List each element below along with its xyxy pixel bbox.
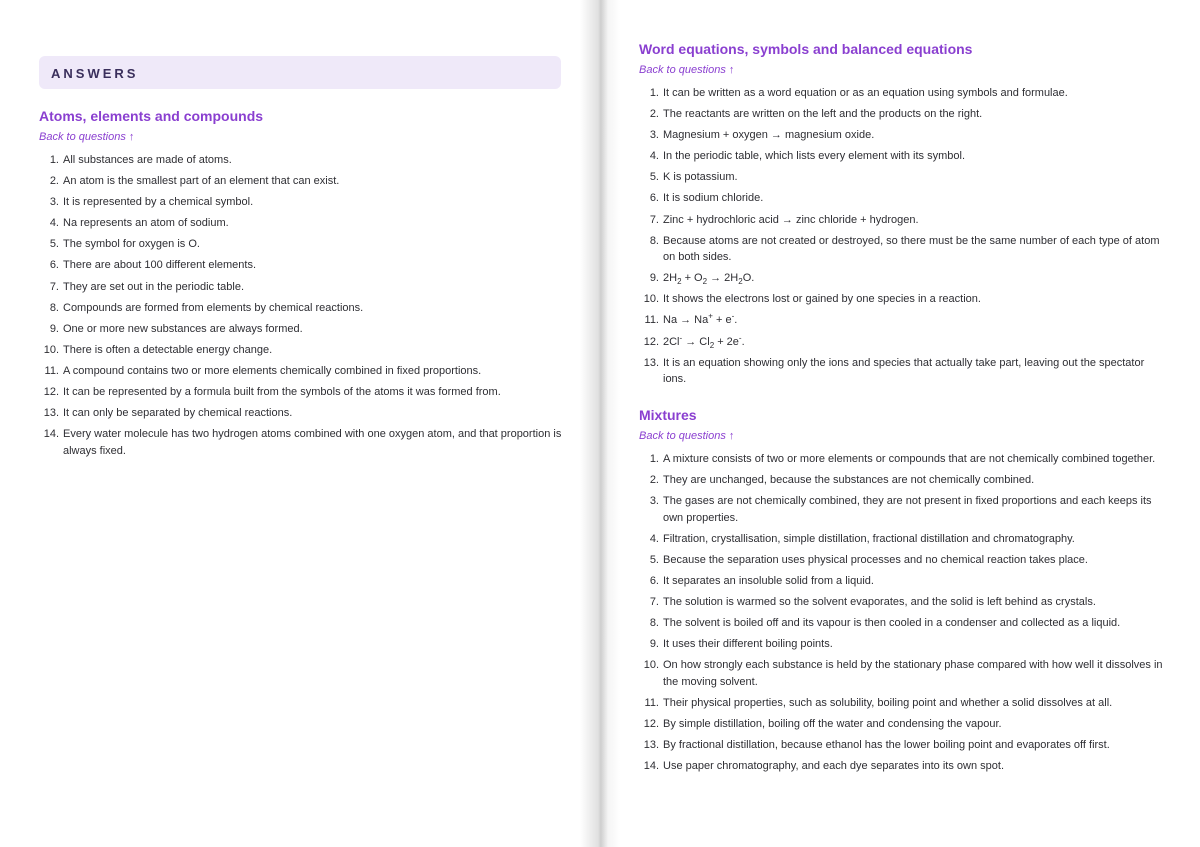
section-atoms bbox=[39, 108, 564, 464]
answer-number: 13. bbox=[43, 407, 59, 420]
answer-text: $2Cl^- \to Cl_2 + 2e^-$. bbox=[663, 332, 745, 350]
answer-text: The solvent is boiled off and its vapour is then cooled in a condenser and collected as a liquid. bbox=[663, 617, 1121, 630]
answer-text: It separates an insoluble solid from a liquid. bbox=[663, 574, 874, 587]
answer-number: 2. bbox=[649, 474, 659, 487]
answer-list bbox=[39, 152, 564, 459]
answer-text: The symbol for oxygen is O. bbox=[63, 238, 200, 251]
answer-number: 4. bbox=[649, 532, 659, 545]
answer-text: Because the separation uses physical processes and no chemical reaction takes place. bbox=[663, 553, 1088, 566]
section-title: Mixtures bbox=[639, 407, 697, 423]
answer-item bbox=[39, 152, 564, 169]
answer-item bbox=[639, 737, 1164, 754]
answer-item bbox=[639, 212, 1164, 229]
answer-text: It is represented by a chemical symbol. bbox=[63, 196, 254, 209]
answer-text: The reactants are written on the left and the products on the right. bbox=[663, 108, 983, 121]
answers-banner-label: ANSWERS bbox=[51, 66, 139, 81]
answer-text: It is sodium chloride. bbox=[663, 192, 764, 205]
answer-item bbox=[639, 594, 1164, 611]
page-gutter-shadow bbox=[580, 0, 620, 847]
answer-item bbox=[639, 148, 1164, 165]
answer-item bbox=[639, 312, 1164, 329]
answer-number: 9. bbox=[49, 322, 59, 335]
back-to-questions-link[interactable]: Back to questions ↑ bbox=[39, 131, 135, 143]
answer-text: Na → Na+ + e-. bbox=[663, 311, 738, 327]
answers-banner bbox=[39, 56, 561, 89]
answer-text: A mixture consists of two or more elements or compounds that are not chemically combined together. bbox=[663, 453, 1156, 465]
answer-number: 7. bbox=[49, 280, 59, 293]
answer-text: It can only be separated by chemical reactions. bbox=[63, 407, 293, 420]
answer-number: 3. bbox=[649, 495, 659, 508]
answer-item bbox=[639, 573, 1164, 590]
answer-item bbox=[639, 451, 1164, 468]
answer-item bbox=[639, 127, 1164, 144]
answer-number: 7. bbox=[649, 213, 659, 226]
answer-number: 4. bbox=[49, 217, 59, 230]
answer-item bbox=[39, 426, 564, 459]
answer-number: 5. bbox=[49, 238, 59, 251]
answer-text: Their physical properties, such as solubility, boiling point and whether a solid dissolves at all. bbox=[663, 696, 1113, 709]
answer-number: 8. bbox=[649, 234, 659, 247]
answer-item bbox=[639, 716, 1164, 733]
back-to-questions-link[interactable]: Back to questions ↑ bbox=[639, 430, 735, 442]
answer-text: An atom is the smallest part of an element that can exist. bbox=[63, 175, 340, 188]
answer-text: The gases are not chemically combined, they are not present in fixed proportions and each keeps its own properties. bbox=[663, 495, 1152, 524]
answer-item bbox=[639, 270, 1164, 287]
answer-item bbox=[639, 695, 1164, 712]
answer-number: 1. bbox=[49, 154, 59, 166]
answer-item bbox=[639, 291, 1164, 308]
answer-list bbox=[639, 451, 1164, 775]
back-to-questions-link[interactable]: Back to questions ↑ bbox=[639, 64, 735, 76]
answer-text: K is potassium. bbox=[663, 171, 738, 184]
answer-text: All substances are made of atoms. bbox=[63, 154, 232, 166]
answer-item bbox=[639, 85, 1164, 102]
answer-text: One or more new substances are always formed. bbox=[63, 322, 303, 335]
answer-list bbox=[639, 85, 1164, 388]
answer-number: 6. bbox=[649, 192, 659, 205]
section-title: Atoms, elements and compounds bbox=[39, 108, 264, 124]
answer-number: 5. bbox=[649, 553, 659, 566]
answer-number: 10. bbox=[643, 659, 659, 672]
answer-item bbox=[39, 279, 564, 296]
answer-number: 1. bbox=[649, 453, 659, 465]
answer-item bbox=[639, 106, 1164, 123]
answer-number: 1. bbox=[649, 87, 659, 99]
answer-item bbox=[39, 194, 564, 211]
answer-item bbox=[639, 657, 1164, 690]
answer-number: 14. bbox=[43, 428, 59, 441]
answer-item bbox=[639, 493, 1164, 526]
answer-text: By fractional distillation, because ethanol has the lower boiling point and evaporates off first. bbox=[663, 739, 1110, 752]
answer-number: 11. bbox=[644, 696, 659, 709]
answer-text: Use paper chromatography, and each dye separates into its own spot. bbox=[663, 760, 1004, 773]
answer-text: They are unchanged, because the substances are not chemically combined. bbox=[663, 474, 1035, 487]
answer-number: 8. bbox=[49, 301, 59, 314]
answer-number: 11. bbox=[644, 314, 659, 327]
answer-number: 14. bbox=[643, 760, 659, 773]
answer-number: 6. bbox=[49, 259, 59, 272]
answer-text: It is an equation showing only the ions and species that actually take part, leaving out the spectator ions. bbox=[663, 356, 1145, 386]
answer-item bbox=[639, 636, 1164, 653]
answer-text: It can be represented by a formula built from the symbols of the atoms it was formed from. bbox=[63, 386, 501, 399]
answer-text: On how strongly each substance is held by the stationary phase compared with how well it dissolves in the moving solvent. bbox=[663, 659, 1163, 688]
section-mixtures bbox=[639, 407, 1164, 779]
answer-item bbox=[639, 233, 1164, 266]
answer-number: 13. bbox=[643, 356, 659, 369]
answer-item bbox=[39, 405, 564, 422]
answer-text: $2H_2 + O_2 \to 2H_2O$. bbox=[663, 272, 755, 287]
answer-text: Zinc + hydrochloric acid → zinc chloride + hydrogen. bbox=[663, 213, 919, 226]
section-title: Word equations, symbols and balanced equations bbox=[639, 41, 973, 57]
answer-item bbox=[39, 363, 564, 380]
answer-number: 4. bbox=[649, 150, 659, 163]
answer-text: Filtration, crystallisation, simple distillation, fractional distillation and chromatography. bbox=[663, 532, 1075, 545]
answer-number: 7. bbox=[649, 596, 659, 609]
section-equations bbox=[639, 41, 1164, 392]
answer-item bbox=[39, 215, 564, 232]
answer-text: Na represents an atom of sodium. bbox=[63, 217, 229, 230]
answer-text: By simple distillation, boiling off the water and condensing the vapour. bbox=[663, 718, 1002, 731]
answer-number: 11. bbox=[44, 364, 59, 377]
answer-item bbox=[39, 173, 564, 190]
answer-item bbox=[639, 355, 1164, 388]
answer-text: Every water molecule has two hydrogen atoms combined with one oxygen atom, and that proportion is always fixed. bbox=[63, 428, 562, 457]
answer-number: 12. bbox=[643, 335, 659, 348]
answer-text: It shows the electrons lost or gained by one species in a reaction. bbox=[663, 293, 981, 306]
answer-text: They are set out in the periodic table. bbox=[63, 280, 244, 293]
answer-item bbox=[639, 552, 1164, 569]
answer-text: Because atoms are not created or destroyed, so there must be the same number of each type of atom on both sides. bbox=[663, 234, 1160, 264]
answer-number: 8. bbox=[649, 617, 659, 630]
answer-item bbox=[639, 531, 1164, 548]
answer-text: It can be written as a word equation or as an equation using symbols and formulae. bbox=[663, 87, 1068, 99]
answer-number: 2. bbox=[49, 175, 59, 188]
answer-text: A compound contains two or more elements chemically combined in fixed proportions. bbox=[63, 364, 482, 377]
answer-text: There are about 100 different elements. bbox=[63, 259, 257, 272]
answer-text: In the periodic table, which lists every element with its symbol. bbox=[663, 150, 966, 163]
answer-item bbox=[39, 321, 564, 338]
answer-item bbox=[639, 169, 1164, 186]
answer-text: The solution is warmed so the solvent evaporates, and the solid is left behind as crystals. bbox=[663, 596, 1096, 609]
answer-item bbox=[639, 472, 1164, 489]
answer-item bbox=[39, 300, 564, 317]
answer-number: 12. bbox=[643, 718, 659, 731]
answer-text: It uses their different boiling points. bbox=[663, 638, 833, 651]
answer-number: 10. bbox=[643, 293, 659, 306]
answer-text: There is often a detectable energy change. bbox=[63, 343, 273, 356]
answer-number: 6. bbox=[649, 574, 659, 587]
answer-number: 9. bbox=[649, 638, 659, 651]
answer-item bbox=[39, 342, 564, 359]
answer-item bbox=[639, 190, 1164, 207]
answer-number: 5. bbox=[649, 171, 659, 184]
answer-number: 10. bbox=[43, 343, 59, 356]
answer-number: 12. bbox=[43, 386, 59, 399]
answer-item bbox=[39, 257, 564, 274]
answer-number: 3. bbox=[649, 129, 659, 142]
answer-item bbox=[39, 236, 564, 253]
answer-number: 2. bbox=[649, 108, 659, 121]
answer-number: 13. bbox=[643, 739, 659, 752]
answer-item bbox=[639, 758, 1164, 775]
answer-item bbox=[639, 334, 1164, 351]
answer-text: Compounds are formed from elements by chemical reactions. bbox=[63, 301, 364, 314]
answer-text: Magnesium + oxygen → magnesium oxide. bbox=[663, 129, 875, 142]
answer-number: 9. bbox=[649, 272, 659, 285]
answer-number: 3. bbox=[49, 196, 59, 209]
answer-item bbox=[39, 384, 564, 401]
answer-item bbox=[639, 615, 1164, 632]
